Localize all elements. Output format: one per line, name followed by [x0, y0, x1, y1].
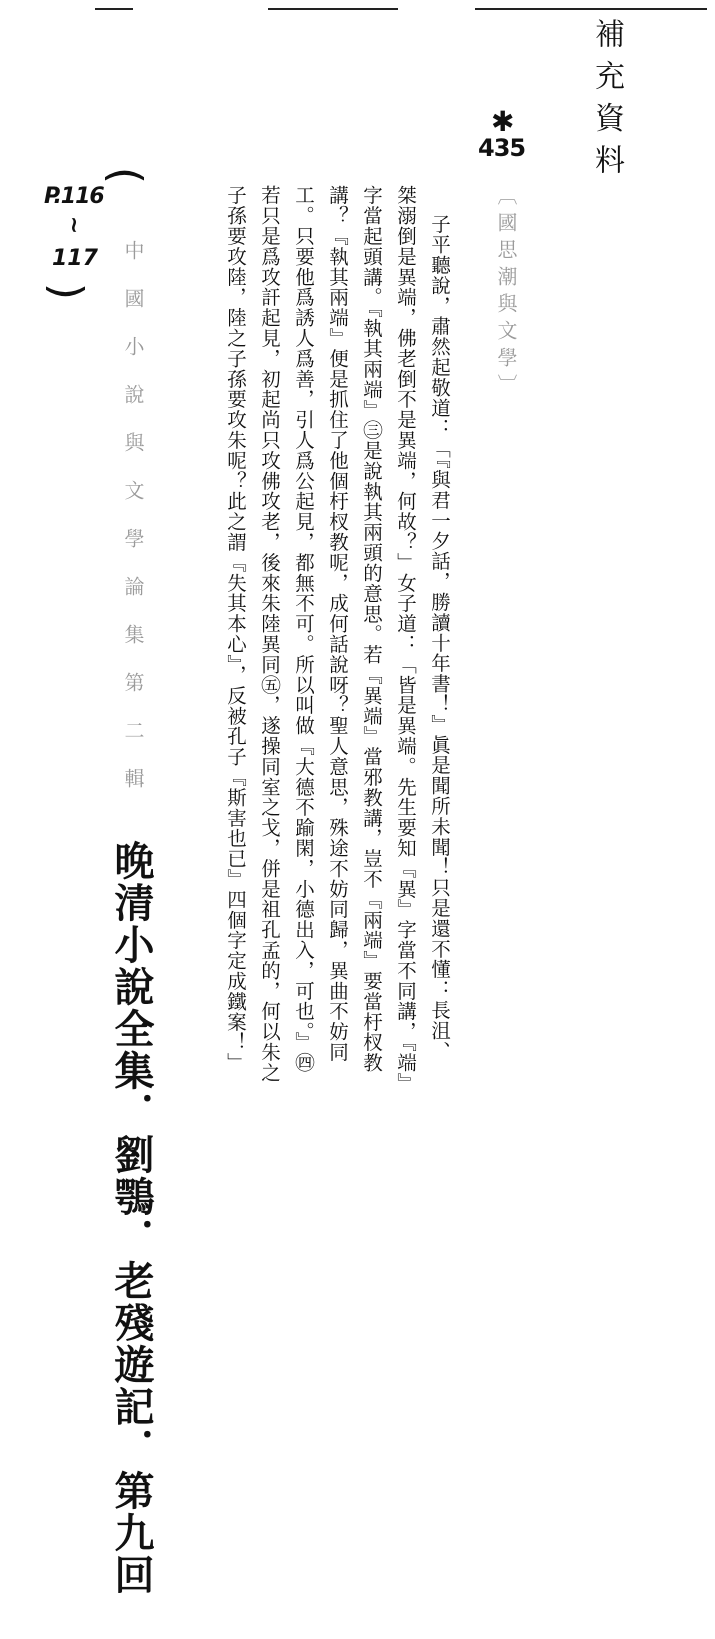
handwritten-paren-close: ) — [41, 282, 93, 301]
faded-heading-1: 〔國思潮與文學〕 — [494, 185, 518, 401]
handwritten-paren-open: ( — [100, 166, 152, 185]
body-column-2: 桀溺倒是異端，佛老倒不是異端，何故？」女子道：「皆是異端。先生要知『異』字當不同講，『端』 — [394, 185, 417, 1094]
section-label: 補充資料 — [589, 18, 624, 186]
margin-note-line2: ~ — [61, 215, 87, 235]
body-column-1: 子平聽說，肅然起敬道：「『與君一夕話，勝讀十年書！』眞是聞所未聞！只是還不懂：長沮、 — [428, 214, 451, 1062]
margin-note-line3: 117 — [52, 246, 98, 271]
faded-heading-2: 中國小說與文學論集第二輯 — [121, 240, 145, 816]
body-column-6: 若只是爲攻訐起見，初起尚只攻佛攻老，後來朱陸異同㊄，遂操同室之戈，併是祖孔孟的，何以朱之 — [258, 185, 281, 1083]
margin-note-line1: P.116 — [44, 184, 104, 209]
top-rule-left — [95, 8, 133, 10]
asterisk-mark: ✱ — [491, 105, 515, 138]
source-citation: 晚清小說全集．劉鶚．老殘遊記．第九回 — [108, 840, 154, 1596]
page-reference: 435 — [478, 134, 526, 162]
body-column-3: 字當起頭講。『執其兩端』㊂是說執其兩頭的意思。若『異端』當邪教講，豈不『兩端』要當杅杈教 — [360, 185, 383, 1073]
body-column-5: 工。只要他爲誘人爲善，引人爲公起見，都無不可。所以叫做『大德不踰閑，小德出入，可也。』㊃ — [292, 185, 315, 1073]
top-rule-middle — [268, 8, 398, 10]
body-column-4: 講？『執其兩端』便是抓住了他個杅杈教呢，成何話說呀？聖人意思，殊途不妨同歸，異曲不妨同 — [326, 185, 349, 1063]
body-column-7: 子孫要攻陸，陸之子孫要攻朱呢？此之謂『失其本心』，反被孔子『斯害也已』四個字定成鐵案！」 — [224, 185, 247, 1073]
top-rule-right — [475, 8, 707, 10]
